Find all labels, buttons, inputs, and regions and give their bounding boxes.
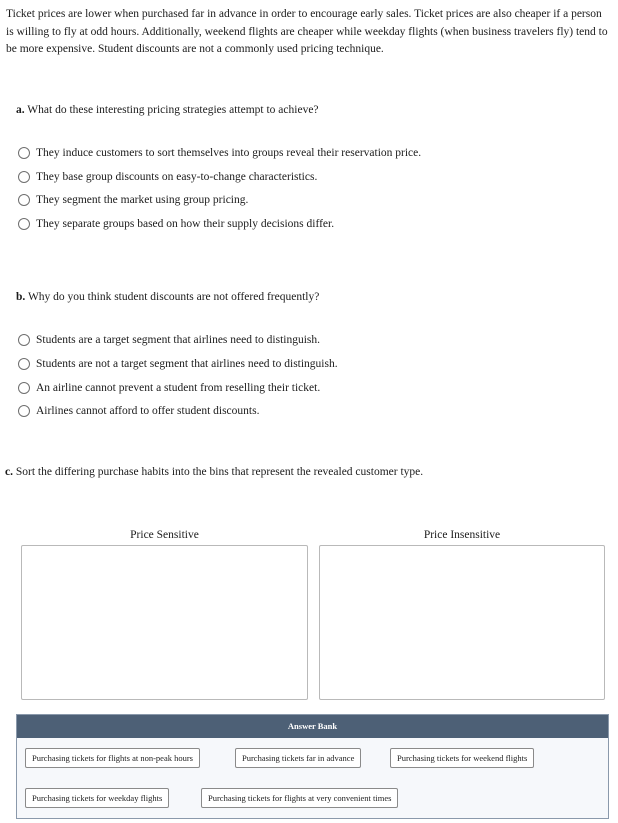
radio-button[interactable] — [18, 194, 30, 206]
radio-button[interactable] — [18, 405, 30, 417]
option-label: Students are not a target segment that airlines need to distinguish. — [36, 358, 338, 370]
answer-bank — [16, 714, 609, 819]
option-label: An airline cannot prevent a student from reselling their ticket. — [36, 382, 321, 394]
question-a-text: What do these interesting pricing strategies attempt to achieve? — [27, 104, 319, 116]
answer-chip-non-peak-hours[interactable]: Purchasing tickets for flights at non-peak hours — [25, 748, 200, 768]
radio-button[interactable] — [18, 358, 30, 370]
question-a-option-2[interactable] — [18, 168, 317, 186]
question-b-option-3[interactable] — [18, 379, 320, 397]
radio-button[interactable] — [18, 382, 30, 394]
question-b-letter: b. — [16, 291, 26, 303]
option-label: They base group discounts on easy-to-change characteristics. — [36, 171, 318, 183]
radio-button[interactable] — [18, 334, 30, 346]
bin-label-price-insensitive: Price Insensitive — [423, 529, 501, 541]
answer-bank-title: Answer Bank — [17, 715, 608, 738]
option-label: Airlines cannot afford to offer student discounts. — [36, 405, 260, 417]
answer-chip-far-in-advance[interactable]: Purchasing tickets far in advance — [235, 748, 361, 768]
answer-chip-weekend-flights[interactable]: Purchasing tickets for weekend flights — [390, 748, 534, 768]
option-label: Students are a target segment that airlines need to distinguish. — [36, 334, 321, 346]
question-a-prompt — [16, 104, 319, 116]
bin-label-price-sensitive: Price Sensitive — [130, 529, 199, 541]
question-a-letter: a. — [16, 104, 25, 116]
option-label: They induce customers to sort themselves into groups reveal their reservation price. — [36, 147, 422, 159]
question-a-option-4[interactable] — [18, 215, 334, 233]
answer-chip-weekday-flights[interactable]: Purchasing tickets for weekday flights — [25, 788, 169, 808]
bin-price-sensitive[interactable] — [21, 545, 308, 700]
answer-chip-convenient-times[interactable]: Purchasing tickets for flights at very convenient times — [201, 788, 398, 808]
question-c-text: Sort the differing purchase habits into the bins that represent the revealed customer type. — [15, 466, 424, 478]
question-b-option-4[interactable] — [18, 402, 259, 420]
question-b-option-2[interactable] — [18, 355, 338, 373]
question-b-text: Why do you think student discounts are not offered frequently? — [27, 291, 320, 303]
question-c-letter: c. — [5, 466, 13, 478]
option-label: They segment the market using group pricing. — [36, 194, 249, 206]
question-a-option-3[interactable] — [18, 191, 248, 209]
question-b-option-1[interactable] — [18, 331, 320, 349]
radio-button[interactable] — [18, 147, 30, 159]
intro-paragraph: Ticket prices are lower when purchased far in advance in order to encourage early sales. Ticket prices are also cheaper if a person is willing to fly at odd hours. Additionally, weekend flights are cheaper while weekday flights (when business travelers fly) tend to be more expensive. Student discounts are not a commonly used pricing technique. — [6, 8, 608, 55]
question-c-prompt — [5, 466, 423, 478]
radio-button[interactable] — [18, 218, 30, 230]
question-a-option-1[interactable] — [18, 144, 421, 162]
option-label: They separate groups based on how their supply decisions differ. — [36, 218, 335, 230]
bin-price-insensitive[interactable] — [319, 545, 605, 700]
question-b-prompt — [16, 291, 319, 303]
radio-button[interactable] — [18, 171, 30, 183]
